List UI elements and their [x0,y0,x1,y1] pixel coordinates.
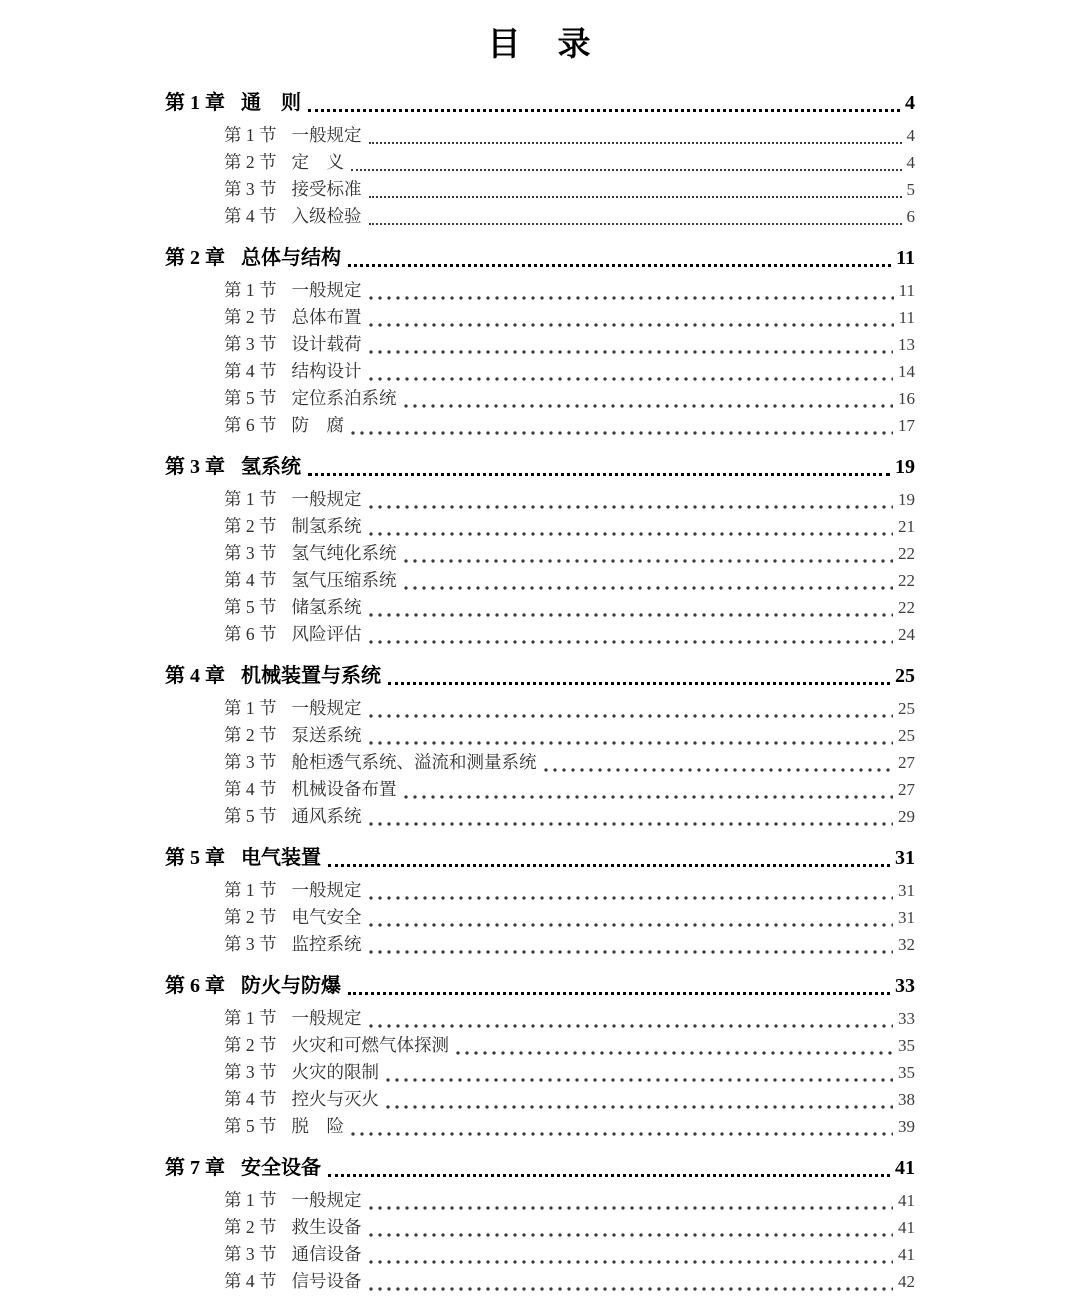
chapter-title: 安全设备 [241,1157,321,1179]
toc-chapter-row [165,1154,915,1183]
dot-leader [369,532,894,536]
section-title: 入级检验 [291,206,362,226]
section-number-label: 第 3 节 [224,179,277,199]
toc-section-row [165,203,915,230]
chapter-number-label: 第 2 章 [165,247,225,269]
dot-leader [308,473,890,476]
section-page-number: 35 [898,1036,915,1055]
section-page-number: 41 [898,1218,915,1237]
toc-chapter-row [165,453,915,482]
dot-leader [456,1051,893,1055]
chapter-page-number: 11 [896,247,915,269]
chapter-page-number: 31 [895,847,915,869]
section-number-label: 第 5 节 [224,1116,277,1136]
section-title: 结构设计 [291,361,362,381]
toc-chapter-row [165,972,915,1001]
section-page-number: 13 [898,335,915,354]
section-title: 一般规定 [291,698,362,718]
section-number-label: 第 2 节 [224,152,277,172]
chapter-page-number: 19 [895,456,915,478]
toc-section-row [165,304,915,331]
section-page-number: 39 [898,1117,915,1136]
section-title: 机械设备布置 [291,779,397,799]
chapter-page-number: 33 [895,975,915,997]
section-page-number: 29 [898,807,915,826]
section-number-label: 第 1 节 [224,125,277,145]
section-title: 一般规定 [291,1190,362,1210]
dot-leader [369,1287,894,1291]
section-title: 总体布置 [291,307,362,327]
section-page-number: 31 [898,908,915,927]
toc-section-row [165,176,915,203]
section-title: 一般规定 [291,280,362,300]
dot-leader [351,169,902,171]
section-page-number: 22 [898,571,915,590]
toc-section-row [165,594,915,621]
section-page-number: 24 [898,625,915,644]
section-title: 火灾和可燃气体探测 [291,1035,449,1055]
section-title: 泵送系统 [291,725,362,745]
toc-section-row [165,1059,915,1086]
toc-section-row [165,722,915,749]
dot-leader [369,223,902,225]
chapter-title: 总体与结构 [241,247,341,269]
toc-section-row [165,904,915,931]
page-title: 目 录 [487,27,593,63]
section-page-number: 17 [898,416,915,435]
section-page-number: 16 [898,389,915,408]
section-number-label: 第 4 节 [224,1089,277,1109]
dot-leader [351,1132,893,1136]
toc-section-row [165,567,915,594]
chapter-title: 氢系统 [241,456,301,478]
dot-leader [369,714,894,718]
section-page-number: 33 [898,1009,915,1028]
section-number-label: 第 1 节 [224,489,277,509]
dot-leader [369,640,894,644]
toc-section-row [165,776,915,803]
section-number-label: 第 4 节 [224,570,277,590]
toc-section-row [165,385,915,412]
section-title: 通信设备 [291,1244,362,1264]
section-number-label: 第 5 节 [224,597,277,617]
section-page-number: 31 [898,881,915,900]
toc-section-row [165,122,915,149]
toc-list [165,89,915,1295]
dot-leader [386,1078,893,1082]
toc-section-row [165,1187,915,1214]
toc-section-row [165,358,915,385]
dot-leader [348,264,891,267]
section-number-label: 第 1 节 [224,1008,277,1028]
section-page-number: 4 [906,126,915,145]
toc-section-row [165,877,915,904]
chapter-number-label: 第 1 章 [165,92,225,114]
section-number-label: 第 1 节 [224,1190,277,1210]
section-title: 定 义 [291,152,344,172]
section-title: 电气安全 [291,907,362,927]
dot-leader [351,431,893,435]
section-number-label: 第 3 节 [224,1062,277,1082]
section-title: 脱 险 [291,1116,344,1136]
section-title: 舱柜透气系统、溢流和测量系统 [291,752,537,772]
toc-section-row [165,621,915,648]
section-title: 一般规定 [291,489,362,509]
section-title: 定位系泊系统 [291,388,397,408]
dot-leader [308,109,900,112]
section-title: 一般规定 [291,125,362,145]
section-page-number: 41 [898,1245,915,1264]
section-title: 风险评估 [291,624,362,644]
dot-leader [544,768,894,772]
section-page-number: 41 [898,1191,915,1210]
section-page-number: 35 [898,1063,915,1082]
toc-section-row [165,749,915,776]
toc-section-row [165,149,915,176]
toc-chapter-row [165,244,915,273]
section-number-label: 第 2 节 [224,725,277,745]
section-number-label: 第 6 节 [224,415,277,435]
toc-section-row [165,277,915,304]
chapter-number-label: 第 5 章 [165,847,225,869]
dot-leader [386,1105,893,1109]
dot-leader [328,1174,890,1177]
chapter-number-label: 第 7 章 [165,1157,225,1179]
section-title: 一般规定 [291,1008,362,1028]
dot-leader [369,323,894,327]
dot-leader [404,404,894,408]
dot-leader [369,896,894,900]
chapter-page-number: 4 [905,92,915,114]
dot-leader [404,586,894,590]
section-title: 火灾的限制 [291,1062,379,1082]
chapter-page-number: 25 [895,665,915,687]
section-number-label: 第 6 节 [224,624,277,644]
toc-chapter-row [165,844,915,873]
toc-section-row [165,513,915,540]
toc-section-row [165,1214,915,1241]
section-title: 氢气压缩系统 [291,570,397,590]
dot-leader [388,682,890,685]
dot-leader [369,196,902,198]
dot-leader [369,1233,894,1237]
section-title: 接受标准 [291,179,362,199]
dot-leader [369,296,894,300]
chapter-title: 通 则 [241,92,301,114]
section-title: 制氢系统 [291,516,362,536]
section-page-number: 6 [906,207,915,226]
toc-section-row [165,412,915,439]
section-number-label: 第 4 节 [224,1271,277,1291]
section-title: 氢气纯化系统 [291,543,397,563]
toc-section-row [165,486,915,513]
section-number-label: 第 3 节 [224,934,277,954]
section-title: 防 腐 [291,415,344,435]
dot-leader [369,1260,894,1264]
section-page-number: 22 [898,544,915,563]
dot-leader [369,377,894,381]
section-title: 监控系统 [291,934,362,954]
section-title: 救生设备 [291,1217,362,1237]
chapter-title: 防火与防爆 [241,975,341,997]
dot-leader [369,350,894,354]
toc-section-row [165,931,915,958]
section-number-label: 第 1 节 [224,280,277,300]
dot-leader [369,923,894,927]
section-title: 储氢系统 [291,597,362,617]
section-page-number: 27 [898,753,915,772]
dot-leader [404,559,894,563]
dot-leader [369,142,902,144]
dot-leader [369,1024,894,1028]
section-page-number: 38 [898,1090,915,1109]
toc-section-row [165,695,915,722]
toc-chapter-row [165,662,915,691]
section-number-label: 第 1 节 [224,880,277,900]
toc-section-row [165,1005,915,1032]
dot-leader [369,505,894,509]
section-page-number: 27 [898,780,915,799]
chapter-number-label: 第 6 章 [165,975,225,997]
section-title: 通风系统 [291,806,362,826]
section-page-number: 5 [906,180,915,199]
section-number-label: 第 5 节 [224,806,277,826]
dot-leader [369,1206,894,1210]
section-number-label: 第 2 节 [224,516,277,536]
toc-section-row [165,1032,915,1059]
toc-section-row [165,803,915,830]
section-title: 信号设备 [291,1271,362,1291]
chapter-page-number: 41 [895,1157,915,1179]
dot-leader [328,864,890,867]
section-number-label: 第 5 节 [224,388,277,408]
section-number-label: 第 2 节 [224,307,277,327]
dot-leader [369,822,894,826]
section-number-label: 第 3 节 [224,752,277,772]
section-number-label: 第 1 节 [224,698,277,718]
section-page-number: 11 [898,308,915,327]
dot-leader [369,741,894,745]
section-number-label: 第 3 节 [224,334,277,354]
section-title: 一般规定 [291,880,362,900]
section-page-number: 19 [898,490,915,509]
section-page-number: 42 [898,1272,915,1291]
section-title: 设计载荷 [291,334,362,354]
toc-section-row [165,540,915,567]
section-page-number: 32 [898,935,915,954]
section-number-label: 第 2 节 [224,1035,277,1055]
section-page-number: 21 [898,517,915,536]
dot-leader [404,795,894,799]
section-number-label: 第 2 节 [224,1217,277,1237]
toc-chapter-row [165,89,915,118]
section-number-label: 第 2 节 [224,907,277,927]
section-title: 控火与灭火 [291,1089,379,1109]
dot-leader [369,950,894,954]
section-page-number: 25 [898,726,915,745]
section-page-number: 25 [898,699,915,718]
section-page-number: 14 [898,362,915,381]
section-number-label: 第 4 节 [224,206,277,226]
toc-section-row [165,331,915,358]
dot-leader [369,613,894,617]
chapter-number-label: 第 4 章 [165,665,225,687]
section-number-label: 第 4 节 [224,361,277,381]
chapter-title: 电气装置 [241,847,321,869]
toc-section-row [165,1268,915,1295]
toc-section-row [165,1113,915,1140]
chapter-number-label: 第 3 章 [165,456,225,478]
section-number-label: 第 3 节 [224,543,277,563]
chapter-title: 机械装置与系统 [241,665,381,687]
dot-leader [348,992,890,995]
section-page-number: 11 [898,281,915,300]
toc-section-row [165,1241,915,1268]
toc-section-row [165,1086,915,1113]
section-page-number: 4 [906,153,915,172]
section-number-label: 第 3 节 [224,1244,277,1264]
section-page-number: 22 [898,598,915,617]
section-number-label: 第 4 节 [224,779,277,799]
